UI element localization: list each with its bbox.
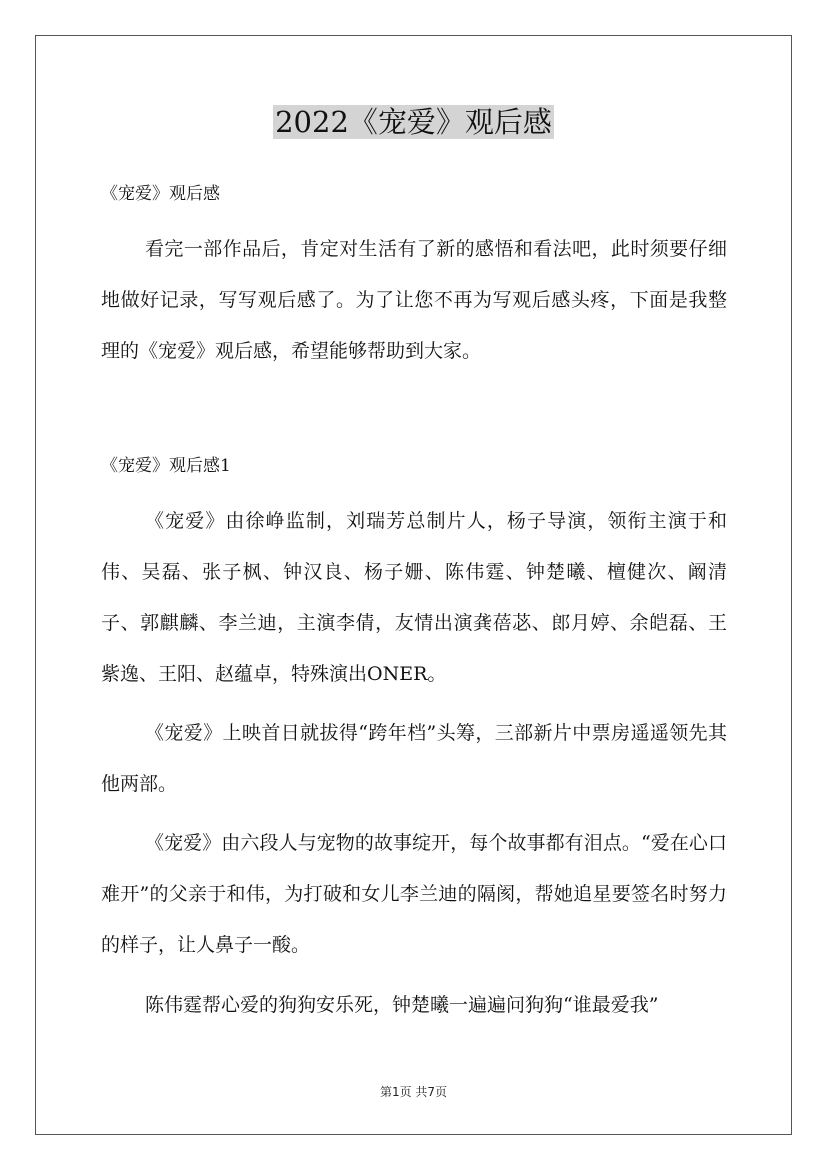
document-title xyxy=(0,104,827,140)
body-paragraph-stories: 《宠爱》由六段人与宠物的故事绽开，每个故事都有泪点。“爱在心口难开”的父亲于和伟，为打破和女儿李兰迪的隔阂，帮她追星要签名时努力的样子，让人鼻子一酸。 xyxy=(101,832,727,956)
body-paragraph-continued: 陈伟霆帮心爱的狗狗安乐死，钟楚曦一遍遍问狗狗“谁最爱我” xyxy=(145,994,659,1016)
section-heading: 《宠爱》观后感1 xyxy=(101,456,231,476)
body-paragraph-cast: 《宠爱》由徐峥监制，刘瑞芳总制片人，杨子导演，领衔主演于和伟、吴磊、张子枫、钟汉良、杨子姗、陈伟霆、钟楚曦、檀健次、阚清子、郭麒麟、李兰迪，主演李倩，友情出演龚蓓苾、郎月婷、余皑磊、王紫逸、王阳、赵蕴卓，特殊演出ONER。 xyxy=(101,510,727,685)
document-subtitle: 《宠爱》观后感 xyxy=(101,184,220,204)
document-title-text: 2022《宠爱》观后感 xyxy=(275,105,552,139)
page-number: 第1页 共7页 xyxy=(379,1085,448,1099)
intro-paragraph: 看完一部作品后，肯定对生活有了新的感悟和看法吧，此时须要仔细地做好记录，写写观后感了。为了让您不再为写观后感头疼，下面是我整理的《宠爱》观后感，希望能够帮助到大家。 xyxy=(101,238,727,362)
body-paragraph-box-office: 《宠爱》上映首日就拔得“跨年档”头筹，三部新片中票房遥遥领先其他两部。 xyxy=(101,722,727,795)
